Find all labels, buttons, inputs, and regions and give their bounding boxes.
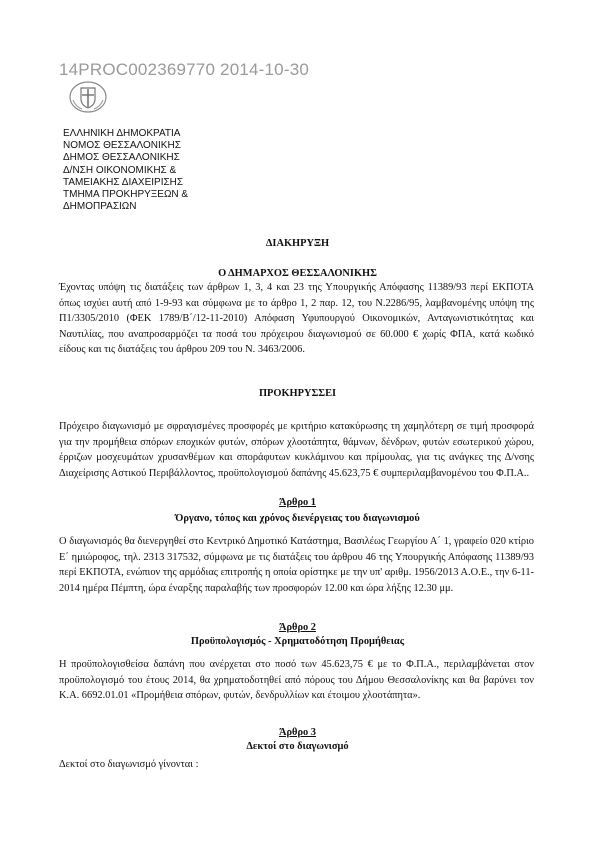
authority-line: ΤΜΗΜΑ ΠΡΟΚΗΡΥΞΕΩΝ & <box>63 189 189 201</box>
authority-line: ΝΟΜΟΣ ΘΕΣΣΑΛΟΝΙΚΗΣ <box>63 140 181 152</box>
article-3-text: Δεκτοί στο διαγωνισμό γίνονται : <box>59 759 199 770</box>
article-2-subtitle: Προϋπολογισμός - Χρηματοδότηση Προμήθειας <box>190 636 405 647</box>
authority-line: ΔΗΜΟΠΡΑΣΙΩΝ <box>63 201 137 213</box>
mayor-heading: Ο ΔΗΜΑΡΧΟΣ ΘΕΣΣΑΛΟΝΙΚΗΣ <box>218 268 377 279</box>
article-2-heading: Άρθρο 2 <box>278 622 317 633</box>
article-1-subtitle: Όργανο, τόπος και χρόνος διενέργειας του διαγωνισμού <box>175 513 420 524</box>
article-3-heading: Άρθρο 3 <box>278 727 317 738</box>
authority-line: Δ/ΝΣΗ ΟΙΚΟΝΟΜΙΚΗΣ & <box>63 164 177 176</box>
article-3-subtitle: Δεκτοί στο διαγωνισμό <box>246 741 349 752</box>
proclaim-paragraph: Πρόχειρο διαγωνισμό με σφραγισμένες προσφορές με κριτήριο κατακύρωσης τη χαμηλότερη σε τιμή προσφορά για την προμήθεια σπόρων εποχικών φυτών, σπόρων χλοοτάπητα, θάμνων, δένδρων, φυτών εσωτερικού χώρου, έρριζων μοσχευμάτων χρυσανθέμων και σποράφυτων κυκλάμινου και πρίμουλας, για τις ανάγκες της Δ/νσης Διαχείρισης Αστικού Περιβάλλοντος, προϋπολογισμού δαπάνης 45.623,75 € συμπεριλαμβανομένου του Φ.Π.Α.. <box>59 421 534 479</box>
article-1-text: Ο διαγωνισμός θα διενεργηθεί στο Κεντρικό Δημοτικό Κατάστημα, Βασιλέως Γεωργίου Α΄ 1, γραφείο 020 κτίριο Ε΄ ημιώροφος, τηλ. 2313 317532, σύμφωνα με τις διατάξεις του άρθρου 46 της Υπουργικής Απόφασης 11389/93 περί ΕΚΠΟΤΑ, ενώπιον της αρμόδιας επιτροπής η οποία ορίστηκε με την υπ' αριθμ. 1956/2013 Α.Ο.Ε., την 6-11-2014 ημέρα Πέμπτη, ώρα έναρξης παραλαβής των προσφορών 12.00 και ώρα λήξης 12.30 μμ. <box>59 536 534 594</box>
authority-line: ΤΑΜΕΙΑΚΗΣ ΔΙΑΧΕΙΡΙΣΗΣ <box>63 176 184 188</box>
article-1-heading: Άρθρο 1 <box>278 497 317 508</box>
authority-line: ΔΗΜΟΣ ΘΕΣΣΑΛΟΝΙΚΗΣ <box>63 152 180 164</box>
article-2-text: Η προϋπολογισθείσα δαπάνη που ανέρχεται στο ποσό των 45.623,75 € με το Φ.Π.Α., περιλαμβάνεται στον προϋπολογισμό του έτους 2014, θα χρηματοδοτηθεί από πόρους του Δήμου Θεσσαλονίκης και θα βαρύνει τον Κ.Α. 6692.01.01 «Προμήθεια σπόρων, φυτών, δενδρυλλίων και έτοιμου χλοοτάπητα». <box>59 659 534 702</box>
greek-coat-of-arms-icon <box>68 80 108 114</box>
issuing-authority-block <box>63 128 188 213</box>
document-title: ΔΙΑΚΗΡΥΞΗ <box>265 238 330 249</box>
document-id-watermark: 14PROC002369770 2014-10-30 <box>59 60 309 79</box>
proclaims-heading: ΠΡΟΚΗΡΥΣΣΕΙ <box>258 388 337 399</box>
intro-paragraph: Έχοντας υπόψη τις διατάξεις των άρθρων 1, 3, 4 και 23 της Υπουργικής Απόφασης 11389/93 περί ΕΚΠΟΤΑ όπως ισχύει αυτή από 1-9-93 και σύμφωνα με το άρθρο 1, 2 παρ. 12, του Ν.2286/95, λαμβανομένης υπόψη της Π1/3305/2010 (ΦΕΚ 1789/Β΄/12-11-2010) Απόφαση Υφυπουργού Οικονομικών, Ανταγωνιστικότητας και Ναυτιλίας, που αναπροσαρμόζει τα ποσά του πρόχειρου διαγωνισμού σε 60.000 € χωρίς ΦΠΑ, κατά κωδικό είδους και τις διατάξεις του άρθρου 209 του Ν. 3463/2006. <box>59 282 534 356</box>
authority-line: ΕΛΛΗΝΙΚΗ ΔΗΜΟΚΡΑΤΙΑ <box>63 128 181 139</box>
